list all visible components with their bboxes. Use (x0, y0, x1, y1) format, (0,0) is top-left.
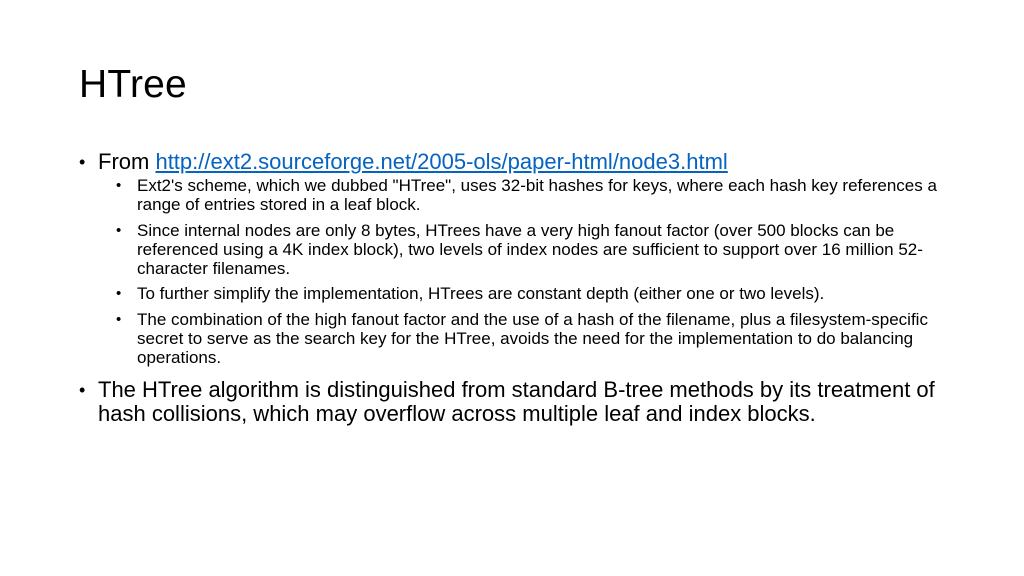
sub-bullet-text: To further simplify the implementation, HTrees are constant depth (either one or two levels). (137, 284, 825, 304)
source-link[interactable]: http://ext2.sourceforge.net/2005-ols/paper-html/node3.html (155, 149, 728, 174)
sub-bullet-dot-icon: • (116, 285, 122, 303)
bullet-source-prefix: From (98, 149, 150, 174)
bullet-dot-icon: • (79, 152, 86, 172)
sub-bullet-item (116, 221, 959, 279)
sub-bullet-item (116, 310, 959, 368)
sub-bullet-dot-icon: • (116, 310, 122, 328)
slide-title: HTree (79, 63, 187, 106)
bullet-source-text (98, 150, 959, 174)
sub-bullet-text: Ext2's scheme, which we dubbed "HTree", uses 32-bit hashes for keys, where each hash key references a range of entries stored in a leaf block. (137, 176, 937, 215)
bullet-source (79, 150, 959, 368)
bullet-dot-icon: • (79, 379, 86, 400)
sub-bullet-list (116, 176, 959, 368)
sub-bullet-item (116, 284, 959, 303)
sub-bullet-text: Since internal nodes are only 8 bytes, HTrees have a very high fanout factor (over 500 blocks can be referenced using a 4K index block), two levels of index nodes are sufficient to support over 16 million 52-character filenames. (137, 220, 923, 279)
sub-bullet-dot-icon: • (116, 221, 122, 239)
slide-content (79, 150, 959, 426)
sub-bullet-item (116, 176, 959, 215)
bullet-algorithm-text: The HTree algorithm is distinguished from standard B-tree methods by its treatment of hash collisions, which may overflow across multiple leaf and index blocks. (98, 376, 935, 426)
sub-bullet-text: The combination of the high fanout factor and the use of a hash of the filename, plus a filesystem-specific secret to serve as the search key for the HTree, avoids the need for the implementation to do balancing operations. (137, 309, 928, 368)
bullet-algorithm (79, 378, 959, 426)
sub-bullet-dot-icon: • (116, 177, 122, 194)
